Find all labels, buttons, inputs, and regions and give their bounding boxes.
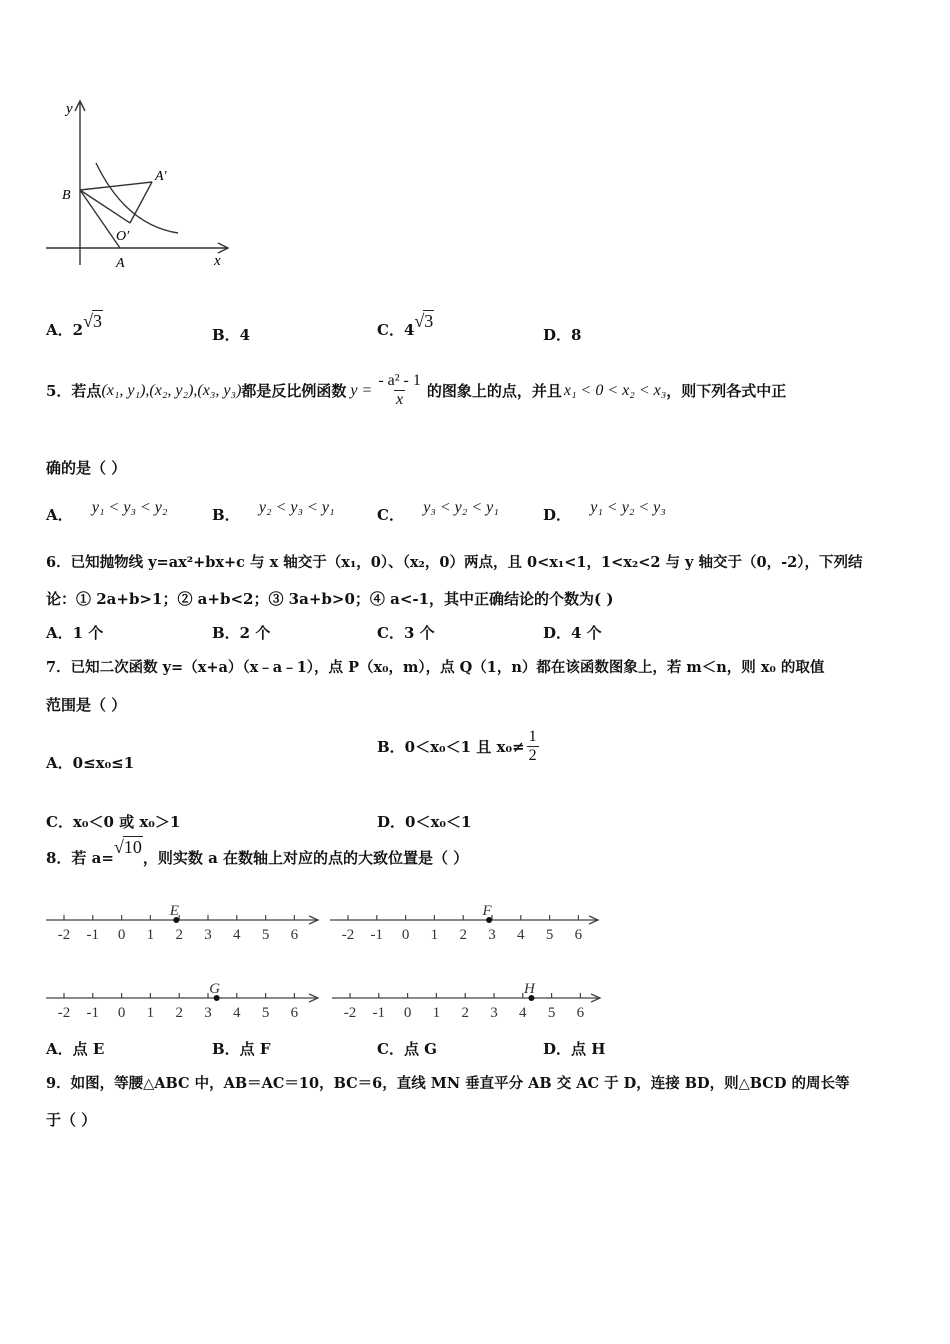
q8-stem [46, 837, 469, 868]
tick-label: 0 [403, 1005, 412, 1021]
label-A-prime: A′ [155, 169, 167, 184]
tick-label: 1 [432, 1005, 441, 1021]
q4-option-b[interactable]: B．4 [212, 326, 251, 344]
point-h-label: H [524, 981, 535, 997]
coordinate-figure [40, 95, 240, 275]
q5-stem-line2: 确的是（ ） [46, 459, 127, 477]
q7-option-b[interactable] [377, 728, 539, 765]
q5-tail: ，则下列各式中正 [666, 382, 787, 400]
tick-label: -1 [370, 927, 384, 943]
tick-label: 6 [290, 927, 299, 943]
tick-label: 4 [517, 927, 525, 943]
tick-label: -2 [57, 1005, 71, 1021]
tick-label: 4 [519, 1005, 527, 1021]
q6-option-b[interactable]: B．2 个 [212, 624, 271, 642]
q5-option-b[interactable]: B． y₂ < y₃ < y₁ [212, 499, 335, 524]
q6-option-d[interactable]: D．4 个 [543, 624, 602, 642]
tick-label: 1 [146, 927, 155, 943]
point-g-label: G [209, 981, 221, 997]
q8-option-c[interactable]: C．点 G [377, 1040, 437, 1058]
tick-label: 2 [459, 927, 467, 943]
tick-label: 2 [461, 1005, 469, 1021]
tick-label: 0 [117, 927, 126, 943]
tick-label: -1 [372, 1005, 386, 1021]
q8-lead: 8．若 a= [46, 849, 114, 867]
tick-label: 2 [175, 927, 183, 943]
tick-label: 3 [490, 1005, 498, 1021]
q5-option-d-expr: y₁ < y₂ < y₃ [590, 499, 666, 516]
point-f-label: F [482, 903, 492, 919]
label-A: A [116, 256, 125, 271]
tick-label: -2 [343, 1005, 357, 1021]
number-lines [40, 895, 610, 1030]
q7-option-b-text: B．0＜x₀＜1 且 x₀≠ [377, 738, 525, 756]
tick-label: 6 [576, 1005, 585, 1021]
q7-stem-line2: 范围是（ ） [46, 696, 127, 714]
q5-lead: 5．若点 [46, 382, 102, 400]
sqrt-10: √10 [113, 837, 142, 857]
q4-option-a-label: A．2 [46, 321, 84, 339]
tick-label: 3 [488, 927, 496, 943]
tick-label: 6 [290, 1005, 299, 1021]
tick-label: 5 [261, 1005, 270, 1021]
q7-stem-line1: 7．已知二次函数 y=（x+a）（x﹣a﹣1），点 P（x₀，m），点 Q（1，n）都在该函数图象上，若 m＜n，则 x₀ 的取值 [46, 659, 825, 676]
sqrt-3-c: √3 [414, 311, 434, 331]
number-line-e [46, 903, 318, 943]
tick-label: 1 [146, 1005, 155, 1021]
tick-label: 6 [574, 927, 583, 943]
q8-option-d[interactable]: D．点 H [543, 1040, 606, 1058]
q5-func-fraction: $\frac{\text{- a² - 1}}{x}$ [378, 372, 421, 408]
tick-label: 0 [401, 927, 410, 943]
q5-points: (x₁, y₁),(x₂, y₂),(x₃, y₃) [101, 381, 242, 399]
tick-label: 4 [233, 927, 241, 943]
q4-option-c[interactable] [377, 311, 434, 340]
number-line-h [332, 981, 600, 1021]
q5-option-c[interactable]: C． y₃ < y₂ < y₁ [377, 499, 499, 524]
label-y: y [66, 101, 73, 117]
segment-BO-prime [80, 190, 130, 223]
sqrt-3-a: √3 [83, 311, 102, 331]
q5-option-c-expr: y₃ < y₂ < y₁ [423, 499, 499, 516]
q7-option-a[interactable]: A．0≤x₀≤1 [46, 754, 135, 772]
q9-stem-line1: 9．如图，等腰△ABC 中，AB＝AC＝10，BC＝6，直线 MN 垂直平分 AB 交 AC 于 D，连接 BD，则△BCD 的周长等 [46, 1075, 850, 1092]
q7-half-fraction: $\frac{1}{2}$ [528, 728, 537, 764]
number-line-g [46, 981, 318, 1021]
label-x: x [214, 253, 221, 269]
label-O-prime: O′ [116, 229, 130, 244]
q5-stem [46, 372, 786, 409]
tick-label: -1 [86, 927, 100, 943]
q8-tail: ，则实数 a 在数轴上对应的点的大致位置是（ ） [142, 849, 469, 867]
tick-label: -2 [341, 927, 355, 943]
tick-label: 3 [204, 927, 212, 943]
tick-label: 5 [261, 927, 270, 943]
q6-option-c[interactable]: C．3 个 [377, 624, 435, 642]
q8-option-b[interactable]: B．点 F [212, 1040, 271, 1058]
q5-mid2: 的图象上的点，并且 [426, 382, 562, 400]
q7-option-d[interactable]: D．0＜x₀＜1 [377, 813, 472, 831]
segment-BA [80, 190, 120, 248]
q6-stem-line1: 6．已知抛物线 y=ax²+bx+c 与 x 轴交于（x₁，0）、（x₂，0）两点，且 0<x₁<1，1<x₂<2 与 y 轴交于（0，-2），下列结 [46, 554, 863, 571]
q6-stem-line2: 论：① 2a+b>1；② a+b<2；③ 3a+b>0；④ a<-1，其中正确结论的个数为( ) [46, 590, 614, 608]
q9-stem-line2: 于（ ） [46, 1111, 97, 1129]
tick-label: 3 [204, 1005, 212, 1021]
segment-BA-prime [80, 182, 152, 190]
q5-option-b-expr: y₂ < y₃ < y₁ [258, 499, 335, 516]
q5-mid: 都是反比例函数 [241, 382, 347, 400]
tick-label: 2 [175, 1005, 183, 1021]
tick-label: 5 [547, 1005, 556, 1021]
point-e-label: E [169, 903, 179, 919]
q4-option-c-label: C．4 [377, 321, 415, 339]
tick-label: -1 [86, 1005, 100, 1021]
tick-label: 5 [545, 927, 554, 943]
q4-option-a[interactable] [46, 311, 103, 340]
tick-label: -2 [57, 927, 71, 943]
q5-option-a-expr: y₁ < y₃ < y₂ [91, 499, 168, 516]
q6-option-a[interactable]: A．1 个 [46, 624, 104, 642]
q5-option-a[interactable]: A． y₁ < y₃ < y₂ [46, 499, 168, 524]
q4-option-d[interactable]: D．8 [543, 326, 582, 344]
label-B: B [62, 188, 71, 203]
tick-label: 1 [430, 927, 439, 943]
q5-func-left: y = [350, 381, 373, 399]
tick-label: 0 [117, 1005, 126, 1021]
q5-condition: x₁ < 0 < x₂ < x₃ [563, 381, 667, 399]
number-line-f [330, 903, 598, 943]
q5-option-d[interactable]: D． y₁ < y₂ < y₃ [543, 499, 666, 524]
tick-label: 4 [233, 1005, 241, 1021]
segment-A-prime-O-prime [130, 182, 152, 223]
q7-option-c[interactable]: C．x₀＜0 或 x₀＞1 [46, 813, 181, 831]
q8-option-a[interactable]: A．点 E [46, 1040, 105, 1058]
